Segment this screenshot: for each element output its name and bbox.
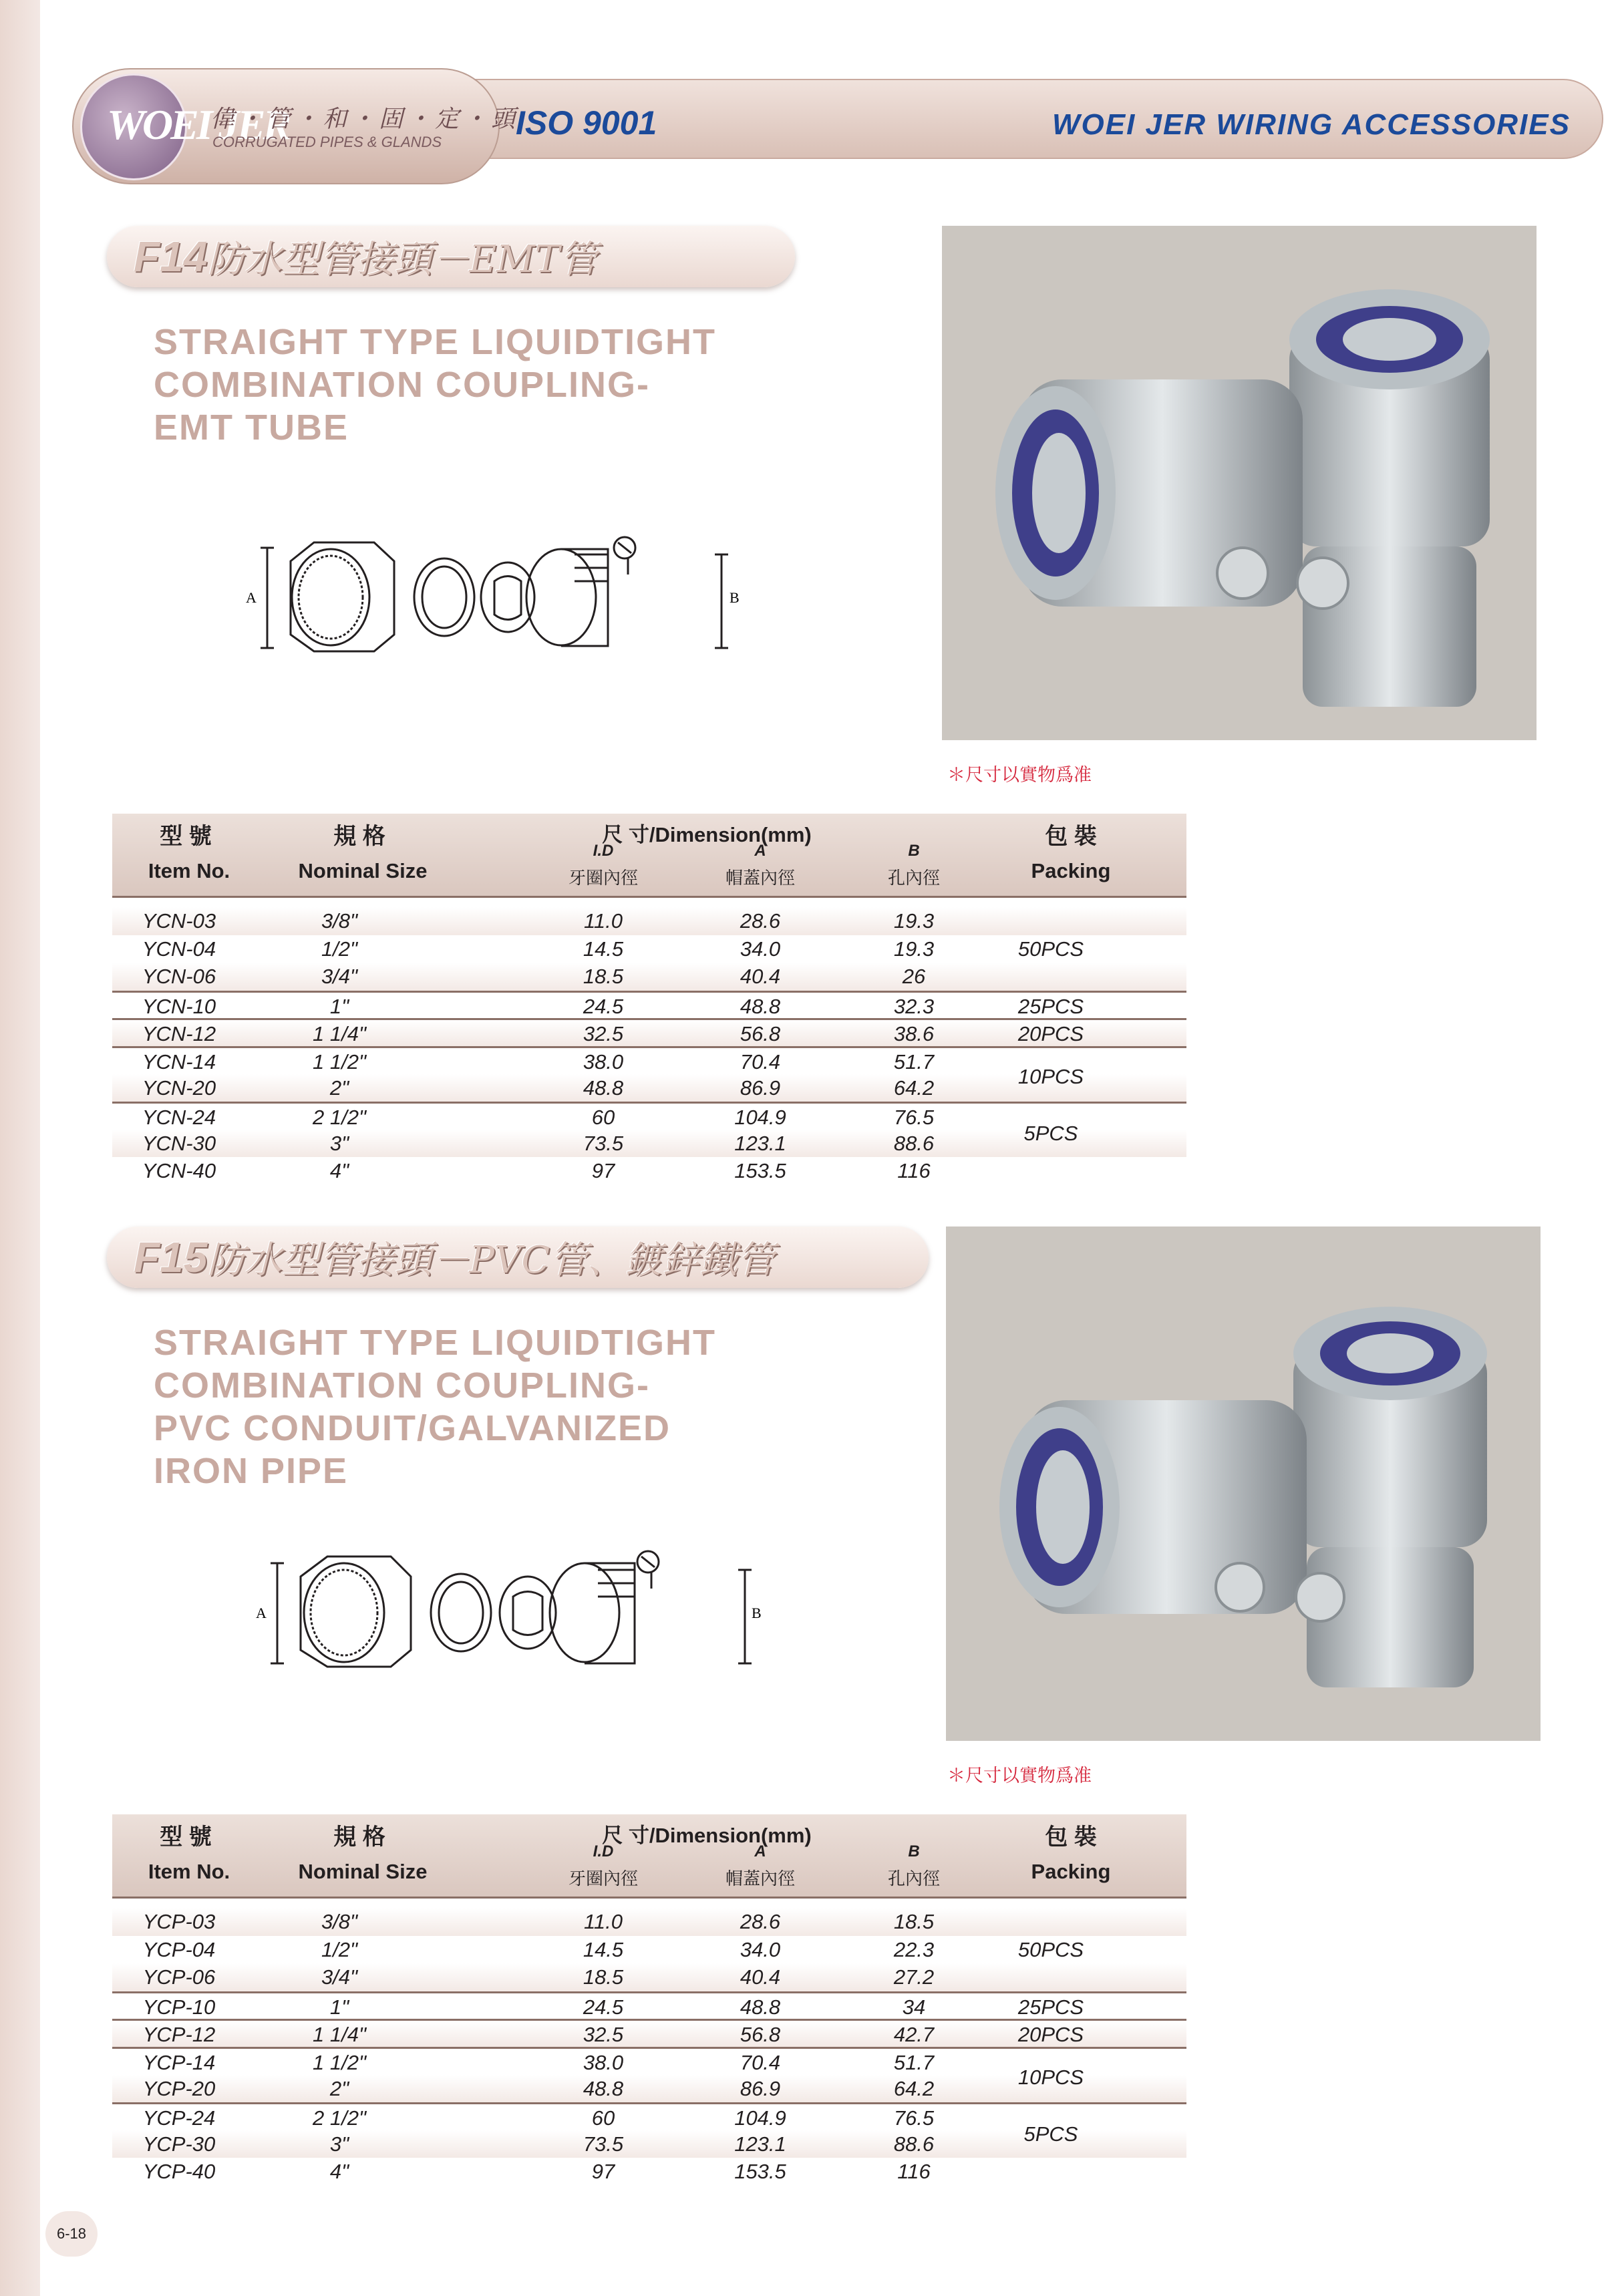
header-dimension: 尺 寸/Dimension(mm) [602,1824,812,1847]
cell-id: 18.5 [583,965,624,989]
header-size-en: Nominal Size [298,859,428,882]
cell-b: 42.7 [893,2023,935,2047]
description-line: IRON PIPE [154,1451,349,1491]
cell-id: 14.5 [583,1937,624,1961]
cell-item: YCP-06 [142,1965,216,1989]
cell-a: 56.8 [740,1022,781,1046]
logo-wordmark: WOEI JER [107,101,289,148]
table-row [112,1157,1186,1185]
cell-item: YCN-12 [142,1022,216,1046]
cell-b: 51.7 [893,1049,935,1074]
cell-size: 1/2" [321,937,358,961]
cell-a: 40.4 [740,965,781,989]
cell-size: 1 1/4" [313,2023,366,2047]
cell-b: 18.5 [893,1910,935,1933]
cell-item: YCN-40 [142,1159,216,1183]
cell-b: 116 [897,1159,931,1183]
cell-size: 4" [329,1159,349,1183]
exploded-view-drawing [256,1523,762,1683]
cell-b: 64.2 [893,1076,935,1100]
description-line: COMBINATION COUPLING- [154,365,650,405]
cell-id: 97 [591,2160,615,2184]
logo-english-text: CORRUGATED PIPES & GLANDS [212,134,442,150]
cell-size: 1/2" [321,1937,358,1961]
header-a-en: A [754,842,766,860]
cell-b: 27.2 [893,1965,935,1989]
cell-a: 34.0 [740,937,781,961]
header-packing-cn: 包 裝 [1045,824,1097,849]
dimension-label-b: B [752,1605,762,1621]
cell-size: 1" [329,1995,349,2019]
section-description [154,321,716,449]
header-id-en: I.D [593,1842,614,1860]
cell-item: YCN-14 [142,1049,216,1074]
table-body [112,1908,1186,2186]
cell-id: 60 [591,1106,615,1130]
header-model-en: Item No. [148,859,230,882]
description-line: PVC CONDUIT/GALVANIZED [154,1408,671,1448]
cell-b: 19.3 [893,909,935,933]
table-row [112,2158,1186,2186]
cell-a: 56.8 [740,2023,781,2047]
table-header [112,814,1186,898]
cell-id: 18.5 [583,1965,624,1989]
cell-item: YCP-10 [142,1995,216,2019]
cell-size: 1 1/2" [313,1049,366,1074]
section-title-f14 [107,226,795,287]
cell-a: 153.5 [734,2160,786,2184]
packing-cell: 25PCS [1017,1995,1084,2019]
cell-item: YCN-03 [142,909,216,933]
description-line: STRAIGHT TYPE LIQUIDTIGHT [154,1323,716,1363]
header-b-cn: 孔內徑 [887,1868,940,1889]
cell-item: YCN-20 [142,1076,216,1100]
table-header [112,1814,1186,1899]
cell-id: 32.5 [583,2023,624,2047]
section-title-chinese: 防水型管接頭－EMT管 [207,238,597,281]
cell-b: 64.2 [893,2076,935,2100]
cell-a: 48.8 [740,994,781,1018]
page-number: 6-18 [45,2211,98,2257]
dimension-label-b: B [730,589,740,606]
cell-id: 14.5 [583,937,624,961]
iso-label: ISO 9001 [516,104,657,142]
cell-size: 3/8" [321,909,358,933]
cell-size: 3" [329,2132,349,2156]
product-photo [946,1226,1541,1741]
packing-cell: 20PCS [1017,2023,1084,2046]
section-code: F15 [134,1233,208,1281]
cell-item: YCN-04 [142,937,216,961]
cell-b: 76.5 [893,2106,935,2130]
spec-table-f14 [112,814,1186,1185]
cell-b: 38.6 [893,1022,935,1046]
description-line: COMBINATION COUPLING- [154,1365,650,1406]
packing-cell: 50PCS [1017,1938,1084,1961]
size-disclaimer-note: ＊尺寸以實物爲准 [947,1766,1092,1786]
brand-title: WOEI JER WIRING ACCESSORIES [1052,108,1571,141]
cell-item: YCP-04 [142,1937,216,1961]
cell-id: 11.0 [583,909,623,933]
cell-a: 70.4 [740,2050,781,2074]
cell-item: YCP-12 [142,2023,216,2047]
section-code: F14 [134,232,208,281]
header-size-cn: 規 格 [333,824,385,849]
cell-item: YCN-06 [142,965,216,989]
cell-item: YCP-24 [142,2106,216,2130]
header-id-cn: 牙圈內徑 [568,1868,638,1889]
section-title-chinese: 防水型管接頭－PVC管、鍍鋅鐵管 [207,1239,775,1282]
cell-b: 26 [902,965,926,989]
header-size-en: Nominal Size [298,1860,428,1883]
header-b-en: B [908,842,920,860]
cell-a: 28.6 [740,909,781,933]
cell-size: 1 1/2" [313,2050,366,2074]
cell-item: YCN-30 [142,1131,216,1155]
cell-id: 73.5 [583,2132,624,2156]
cell-a: 70.4 [740,1049,781,1074]
cell-a: 48.8 [740,1995,781,2019]
cell-b: 19.3 [893,937,935,961]
cell-a: 40.4 [740,1965,781,1989]
cell-a: 104.9 [734,2106,786,2130]
cell-a: 123.1 [734,2132,786,2156]
cell-item: YCP-40 [142,2160,216,2184]
cell-a: 86.9 [740,2076,781,2100]
cell-item: YCP-20 [142,2076,216,2100]
description-line: STRAIGHT TYPE LIQUIDTIGHT [154,322,716,362]
table-body [112,907,1186,1185]
cell-id: 97 [591,1159,615,1183]
cell-b: 32.3 [893,994,935,1018]
header-packing-cn: 包 裝 [1045,1824,1097,1850]
cell-size: 2 1/2" [313,2106,366,2130]
cell-b: 88.6 [893,2132,935,2156]
header-a-cn: 帽蓋內徑 [725,868,795,888]
cell-size: 3/4" [321,965,358,989]
left-margin-stripe [0,0,40,2296]
cell-b: 76.5 [893,1106,935,1130]
packing-cell: 10PCS [1017,2066,1084,2089]
cell-size: 2" [329,1076,349,1100]
cell-id: 38.0 [583,2050,624,2074]
cell-id: 32.5 [583,1022,624,1046]
cell-a: 28.6 [740,1910,781,1933]
dimension-label-a: A [246,589,257,606]
cell-size: 2" [329,2076,349,2100]
cell-b: 88.6 [893,1131,935,1155]
cell-size: 3/4" [321,1965,358,1989]
section-description [154,1321,716,1492]
cell-a: 34.0 [740,1937,781,1961]
header-a-cn: 帽蓋內徑 [725,1868,795,1889]
cell-id: 48.8 [583,1076,624,1100]
cell-item: YCP-14 [142,2050,216,2074]
cell-item: YCP-03 [142,1910,216,1933]
packing-cell: 10PCS [1017,1065,1084,1088]
product-photo [942,226,1537,740]
packing-cell: 50PCS [1017,937,1084,961]
header-model-cn: 型 號 [160,1824,212,1850]
header-packing-en: Packing [1031,859,1111,882]
cell-a: 104.9 [734,1106,786,1130]
cell-id: 73.5 [583,1131,624,1155]
cell-id: 24.5 [583,994,624,1018]
header-model-en: Item No. [148,1860,230,1883]
cell-size: 1" [329,994,349,1018]
packing-cell: 5PCS [1023,2122,1078,2146]
header-a-en: A [754,1842,766,1860]
cell-item: YCP-30 [142,2132,216,2156]
header-id-cn: 牙圈內徑 [568,868,638,888]
cell-size: 3/8" [321,1910,358,1933]
cell-a: 86.9 [740,1076,781,1100]
cell-id: 48.8 [583,2076,624,2100]
spec-table-f15 [112,1814,1186,2186]
header-dimension: 尺 寸/Dimension(mm) [602,823,812,846]
header-model-cn: 型 號 [160,824,212,849]
cell-id: 38.0 [583,1049,624,1074]
cell-item: YCN-10 [142,994,216,1018]
exploded-view-drawing [246,514,740,668]
cell-b: 116 [897,2160,931,2184]
cell-b: 51.7 [893,2050,935,2074]
section-title-f15 [107,1226,929,1288]
logo-chinese-text: 偉・管・和・固・定・頭 [210,106,520,133]
cell-b: 22.3 [893,1937,935,1961]
cell-a: 123.1 [734,1131,786,1155]
header-packing-en: Packing [1031,1860,1111,1883]
description-line: EMT TUBE [154,407,349,448]
cell-id: 24.5 [583,1995,624,2019]
cell-size: 2 1/2" [313,1106,366,1130]
packing-cell: 25PCS [1017,995,1084,1018]
cell-b: 34 [902,1995,926,2019]
header-b-en: B [908,1842,920,1860]
header-size-cn: 規 格 [333,1824,385,1850]
cell-item: YCN-24 [142,1106,216,1130]
header-b-cn: 孔內徑 [887,868,940,888]
cell-id: 60 [591,2106,615,2130]
cell-size: 3" [329,1131,349,1155]
size-disclaimer-note: ＊尺寸以實物爲准 [947,765,1092,786]
cell-id: 11.0 [583,1910,623,1933]
cell-size: 4" [329,2160,349,2184]
packing-cell: 5PCS [1023,1122,1078,1145]
dimension-label-a: A [256,1605,267,1621]
packing-cell: 20PCS [1017,1022,1084,1045]
cell-size: 1 1/4" [313,1022,366,1046]
header-id-en: I.D [593,842,614,860]
cell-a: 153.5 [734,1159,786,1183]
